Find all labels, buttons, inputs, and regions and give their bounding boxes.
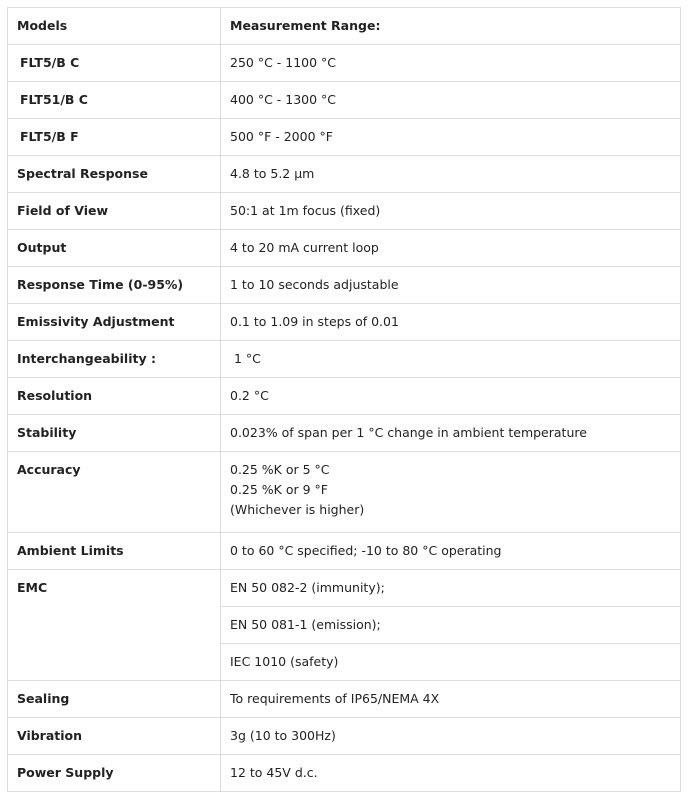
row-value: 50:1 at 1m focus (fixed): [221, 193, 681, 230]
row-label: Spectral Response: [8, 156, 221, 193]
row-label: Field of View: [8, 193, 221, 230]
row-value: 3g (10 to 300Hz): [221, 718, 681, 755]
table-row: [8, 193, 681, 230]
row-label: Response Time (0-95%): [8, 267, 221, 304]
row-label: Sealing: [8, 681, 221, 718]
row-value: 250 °C - 1100 °C: [221, 45, 681, 82]
table-row: [8, 119, 681, 156]
table-row: [8, 156, 681, 193]
row-value: 4 to 20 mA current loop: [221, 230, 681, 267]
row-value: EN 50 082-2 (immunity);: [221, 570, 681, 607]
table-row: [8, 45, 681, 82]
value-line: 0.25 %K or 9 °F: [230, 482, 328, 497]
table-row: [8, 755, 681, 792]
row-label: Resolution: [8, 378, 221, 415]
table-row: [8, 681, 681, 718]
row-value: [221, 452, 681, 533]
table-row: [8, 341, 681, 378]
row-label: Ambient Limits: [8, 533, 221, 570]
row-label: FLT5/B F: [8, 119, 221, 156]
row-label: Accuracy: [8, 452, 221, 533]
table-row: [8, 8, 681, 45]
row-value: 1 °C: [221, 341, 681, 378]
row-label: EMC: [8, 570, 221, 681]
specifications-table: [7, 7, 681, 792]
table-row: [8, 718, 681, 755]
row-label: FLT5/B C: [8, 45, 221, 82]
table-row: [8, 267, 681, 304]
table-row: [8, 378, 681, 415]
row-value: 0.2 °C: [221, 378, 681, 415]
table-row: [8, 415, 681, 452]
table-row: [8, 570, 681, 607]
row-label: FLT51/B C: [8, 82, 221, 119]
table-row: [8, 304, 681, 341]
row-value: 0.023% of span per 1 °C change in ambient temperature: [221, 415, 681, 452]
row-label: Models: [8, 8, 221, 45]
row-value: IEC 1010 (safety): [221, 644, 681, 681]
value-line: 0.25 %K or 5 °C: [230, 462, 330, 477]
table-row: [8, 230, 681, 267]
row-value: To requirements of IP65/NEMA 4X: [221, 681, 681, 718]
row-value: 0 to 60 °C specified; -10 to 80 °C operating: [221, 533, 681, 570]
value-line: (Whichever is higher): [230, 502, 365, 517]
row-value: 12 to 45V d.c.: [221, 755, 681, 792]
row-label: Output: [8, 230, 221, 267]
row-value: 400 °C - 1300 °C: [221, 82, 681, 119]
table-row: [8, 82, 681, 119]
row-label: Vibration: [8, 718, 221, 755]
row-label: Stability: [8, 415, 221, 452]
row-label: Emissivity Adjustment: [8, 304, 221, 341]
row-value: 500 °F - 2000 °F: [221, 119, 681, 156]
table-row: [8, 533, 681, 570]
row-label: Interchangeability :: [8, 341, 221, 378]
row-value: 0.1 to 1.09 in steps of 0.01: [221, 304, 681, 341]
row-value: EN 50 081-1 (emission);: [221, 607, 681, 644]
row-value: 4.8 to 5.2 µm: [221, 156, 681, 193]
row-label: Power Supply: [8, 755, 221, 792]
table-row: [8, 452, 681, 533]
row-value: 1 to 10 seconds adjustable: [221, 267, 681, 304]
row-value: Measurement Range:: [221, 8, 681, 45]
